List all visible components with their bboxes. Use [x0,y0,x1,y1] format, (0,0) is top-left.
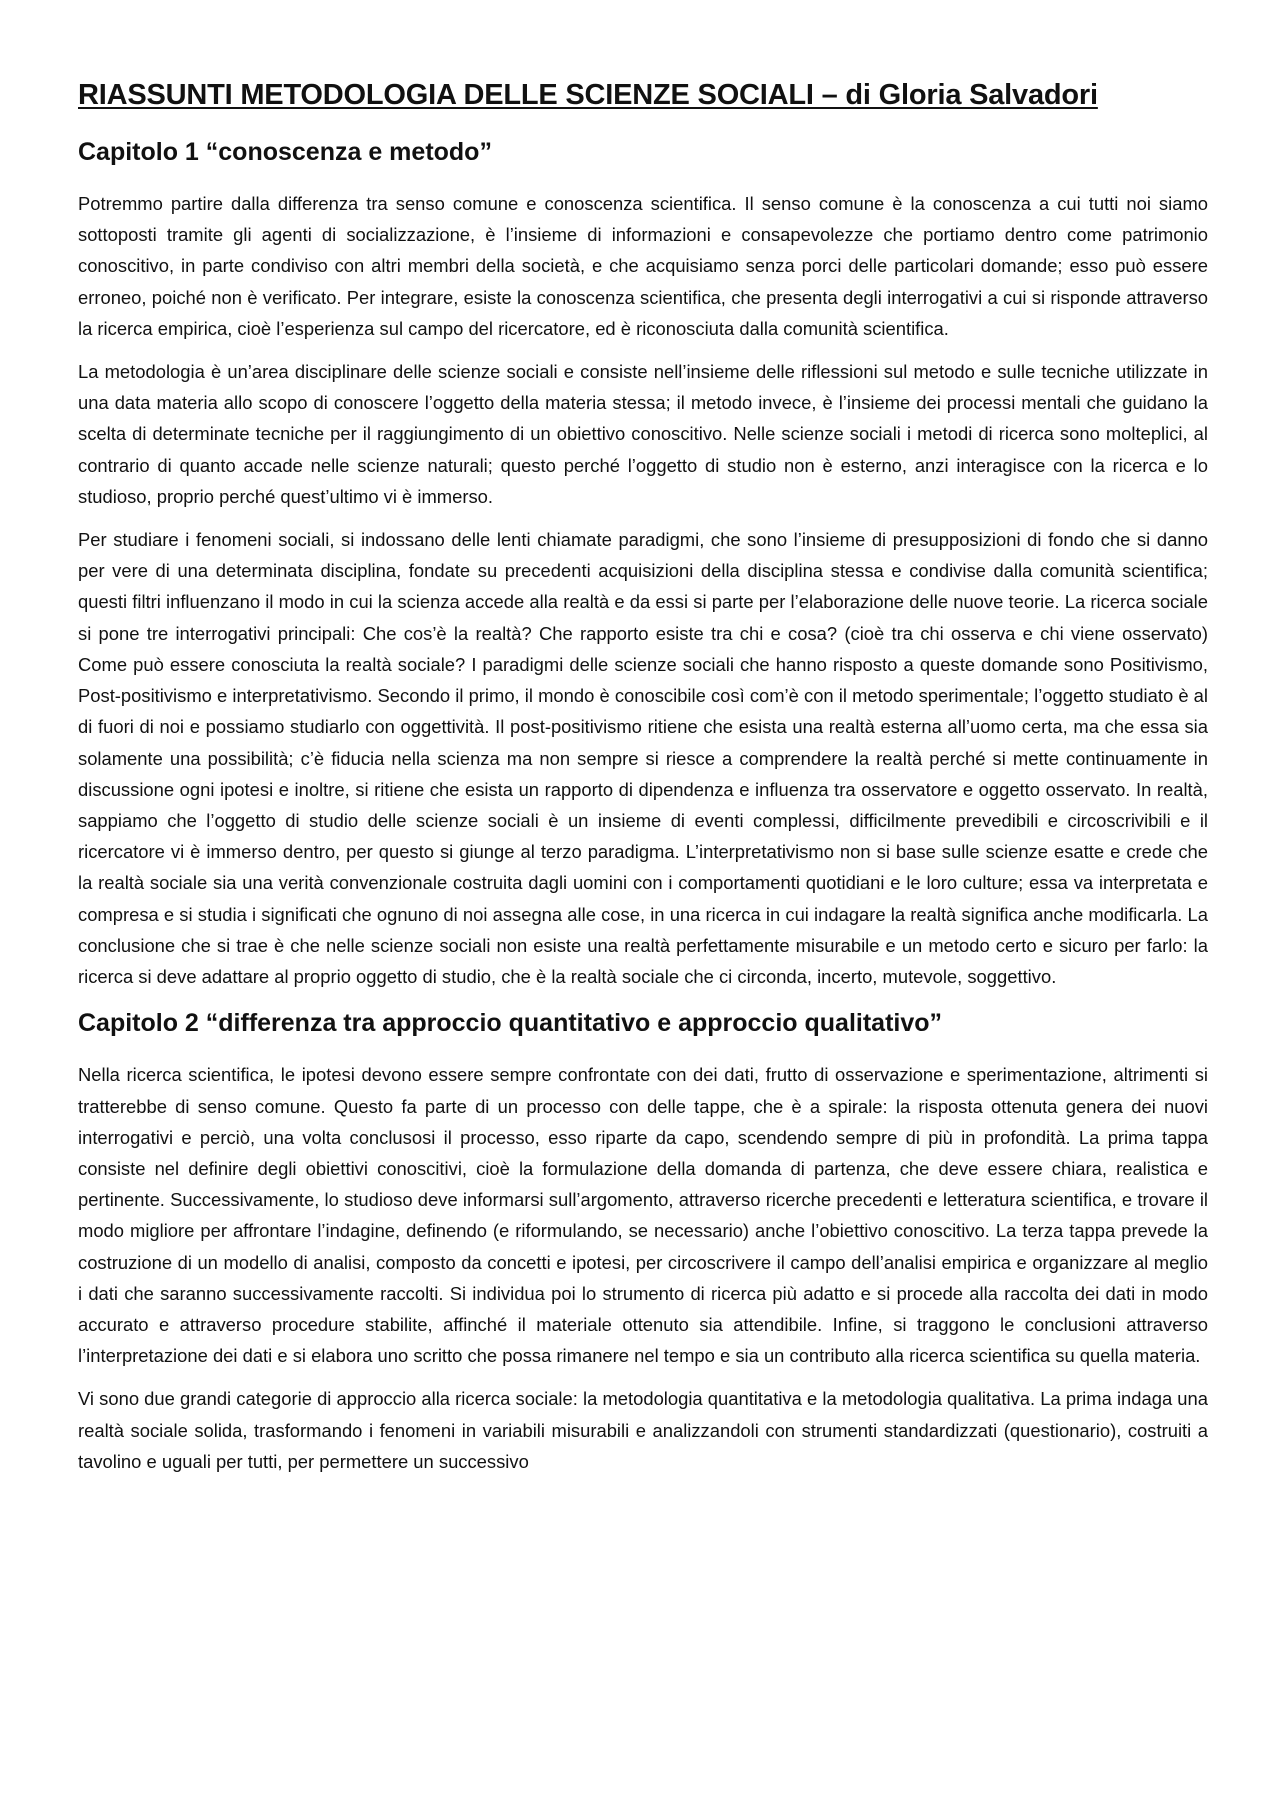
paragraph: Potremmo partire dalla differenza tra senso comune e conoscenza scientifica. Il senso comune è la conoscenza a cui tutti noi siamo sottoposti tramite gli agenti di socializzazione, è l’insieme di informazioni e consapevolezze che portiamo dentro come patrimonio conoscitivo, in parte condiviso con altri membri della società, e che acquisiamo senza porci delle particolari domande; esso può essere erroneo, poiché non è verificato. Per integrare, esiste la conoscenza scientifica, che presenta degli interrogativi a cui si risponde attraverso la ricerca empirica, cioè l’esperienza sul campo del ricercatore, ed è riconosciuta dalla comunità scientifica. [78,193,1208,339]
chapter-1 [78,137,1208,992]
document-page [78,78,1208,1489]
paragraph: Vi sono due grandi categorie di approccio alla ricerca sociale: la metodologia quantitativa e la metodologia qualitativa. La prima indaga una realtà sociale solida, trasformando i fenomeni in variabili misurabili e analizzandoli con strumenti standardizzati (questionario), costruiti a tavolino e uguali per tutti, per permettere un successivo [78,1388,1208,1472]
chapter-heading: Capitolo 1 “conoscenza e metodo” [78,137,492,166]
chapter-heading: Capitolo 2 “differenza tra approccio quantitativo e approccio qualitativo” [78,1009,943,1038]
chapter-2 [78,1008,1208,1477]
document-title: RIASSUNTI METODOLOGIA DELLE SCIENZE SOCIALI – di Gloria Salvadori [78,79,1098,111]
paragraph: Nella ricerca scientifica, le ipotesi devono essere sempre confrontate con dei dati, frutto di osservazione e sperimentazione, altrimenti si tratterebbe di senso comune. Questo fa parte di un processo con delle tappe, che è a spirale: la risposta ottenuta genera dei nuovi interrogativi e perciò, una volta conclusosi il processo, esso riparte da capo, scendendo sempre di più in profondità. La prima tappa consiste nel definire degli obiettivi conoscitivi, cioè la formulazione della domanda di partenza, che deve essere chiara, realistica e pertinente. Successivamente, lo studioso deve informarsi sull’argomento, attraverso ricerche precedenti e letteratura scientifica, e trovare il modo migliore per affrontare l’indagine, definendo (e riformulando, se necessario) anche l’obiettivo conoscitivo. La terza tappa prevede la costruzione di un modello di analisi, composto da concetti e ipotesi, per circoscrivere il campo dell’analisi empirica e organizzare al meglio i dati che saranno successivamente raccolti. Si individua poi lo strumento di ricerca più adatto e si procede alla raccolta dei dati in modo accurato e attraverso procedure stabilite, affinché il materiale ottenuto sia attendibile. Infine, si traggono le conclusioni attraverso l’interpretazione dei dati e si elabora uno scritto che possa rimanere nel tempo e sia un contributo alla ricerca scientifica su quella materia. [78,1064,1208,1367]
paragraph: Per studiare i fenomeni sociali, si indossano delle lenti chiamate paradigmi, che sono l’insieme di presupposizioni di fondo che si danno per vere di una determinata disciplina, fondate su precedenti acquisizioni della disciplina stessa e condivise dalla comunità scientifica; questi filtri influenzano il modo in cui la scienza accede alla realtà e da essi si parte per l’elaborazione delle nuove teorie. La ricerca sociale si pone tre interrogativi principali: Che cos’è la realtà? Che rapporto esiste tra chi e cosa? (cioè tra chi osserva e chi viene osservato) Come può essere conosciuta la realtà sociale? I paradigmi delle scienze sociali che hanno risposto a queste domande sono Positivismo, Post-positivismo e interpretativismo. Secondo il primo, il mondo è conoscibile così com’è con il metodo sperimentale; l’oggetto studiato è al di fuori di noi e possiamo studiarlo con oggettività. Il post-positivismo ritiene che esista una realtà esterna all’uomo certa, ma che essa sia solamente una possibilità; c’è fiducia nella scienza ma non sempre si riesce a comprendere la realtà perché si mette continuamente in discussione ogni ipotesi e inoltre, si ritiene che esista un rapporto di dipendenza e influenza tra osservatore e oggetto osservato. In realtà, sappiamo che l’oggetto di studio delle scienze sociali è un insieme di eventi complessi, difficilmente prevedibili e circoscrivibili e il ricercatore vi è immerso dentro, per questo si giunge al terzo paradigma. L’interpretativismo non si base sulle scienze esatte e crede che la realtà sociale sia una verità convenzionale costruita dagli uomini con i comportamenti quotidiani e le loro culture; essa va interpretata e compresa e si studia i significati che ognuno di noi assegna alle cose, in una ricerca in cui indagare la realtà significa anche modificarla. La conclusione che si trae è che nelle scienze sociali non esiste una realtà perfettamente misurabile e un metodo certo e sicuro per farlo: la ricerca si deve adattare al proprio oggetto di studio, che è la realtà sociale che ci circonda, incerto, mutevole, soggettivo. [78,529,1208,987]
paragraph: La metodologia è un’area disciplinare delle scienze sociali e consiste nell’insieme delle riflessioni sul metodo e sulle tecniche utilizzate in una data materia allo scopo di conoscere l’oggetto della materia stessa; il metodo invece, è l’insieme dei processi mentali che guidano la scelta di determinate tecniche per il raggiungimento di un obiettivo conoscitivo. Nelle scienze sociali i metodi di ricerca sono molteplici, al contrario di quanto accade nelle scienze naturali; questo perché l’oggetto di studio non è esterno, anzi interagisce con la ricerca e lo studioso, proprio perché quest’ultimo vi è immerso. [78,361,1208,507]
